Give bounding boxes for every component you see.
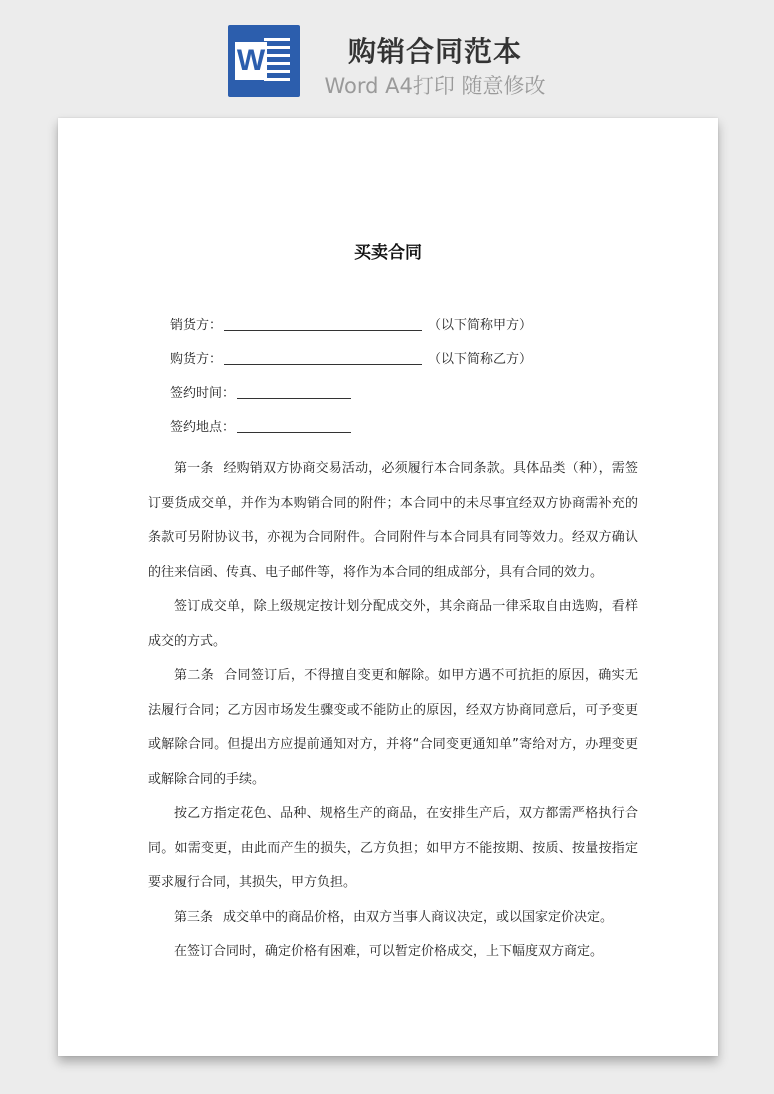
paragraph-text: 合同签订后，不得擅自变更和解除。如甲方遇不可抗拒的原因，确实无法履行合同；乙方因市场发生骤变或不能防止的原因，经双方协商同意后，可予变更或解除合同。但提出方应提前通知对方，并将“合同变更通知单”寄给对方，办理变更或解除合同的手续。: [148, 668, 638, 787]
article-number: 第三条: [174, 909, 214, 925]
header-subtitle: Word A4打印 随意修改: [324, 74, 546, 98]
paragraph-text: 按乙方指定花色、品种、规格生产的商品，在安排生产后，双方都需严格执行合同。如需变更，由此而产生的损失，乙方负担；如甲方不能按期、按质、按量按指定要求履行合同，其损失，甲方负担。: [148, 806, 638, 890]
seller-suffix: （以下简称甲方）: [428, 318, 533, 333]
paragraph-article-1-cont: [148, 590, 638, 659]
paragraph-text: 成交单中的商品价格，由双方当事人商议决定，或以国家定价决定。: [223, 909, 614, 925]
paragraph-text: 经购销双方协商交易活动，必须履行本合同条款。具体品类（种），需签订要货成交单，并作为本购销合同的附件；本合同中的未尽事宜经双方协商需补充的条款可另附协议书，亦视为合同附件。合同附件与本合同具有同等效力。经双方确认的往来信函、传真、电子邮件等，将作为本合同的组成部分，具有合同的效力。: [148, 461, 638, 580]
document-page: [58, 118, 718, 1056]
paragraph-text: 在签订合同时，确定价格有困难，可以暂定价格成交，上下幅度双方商定。: [174, 944, 604, 959]
paragraph-article-1: [148, 452, 638, 590]
sign-place-blank-line: [237, 418, 351, 433]
buyer-blank-line: [224, 350, 422, 365]
header-title: 购销合同范本: [347, 35, 522, 68]
buyer-label: 购货方：: [170, 352, 223, 367]
seller-label: 销货方：: [170, 318, 223, 333]
seller-blank-line: [224, 316, 422, 331]
contract-body: [148, 452, 638, 970]
article-number: 第一条: [174, 461, 214, 476]
paragraph-text: 签订成交单，除上级规定按计划分配成交外，其余商品一律采取自由选购，看样成交的方式。: [148, 599, 638, 649]
paragraph-article-2-cont: [148, 797, 638, 901]
paragraph-article-3: [148, 901, 638, 936]
buyer-suffix: （以下简称乙方）: [428, 352, 533, 367]
document-title: 买卖合同: [354, 243, 422, 263]
paragraph-article-2: [148, 659, 638, 797]
sign-time-label: 签约时间：: [170, 386, 236, 401]
paragraph-article-3-cont: [148, 935, 638, 970]
sign-time-blank-line: [237, 384, 351, 399]
article-number: 第二条: [174, 668, 215, 683]
word-logo-letter: W: [235, 42, 267, 80]
sign-place-field: [170, 418, 351, 438]
page-header: [0, 0, 774, 110]
seller-field: [170, 316, 532, 336]
sign-time-field: [170, 384, 351, 404]
sign-place-label: 签约地点：: [170, 420, 236, 435]
buyer-field: [170, 350, 532, 370]
